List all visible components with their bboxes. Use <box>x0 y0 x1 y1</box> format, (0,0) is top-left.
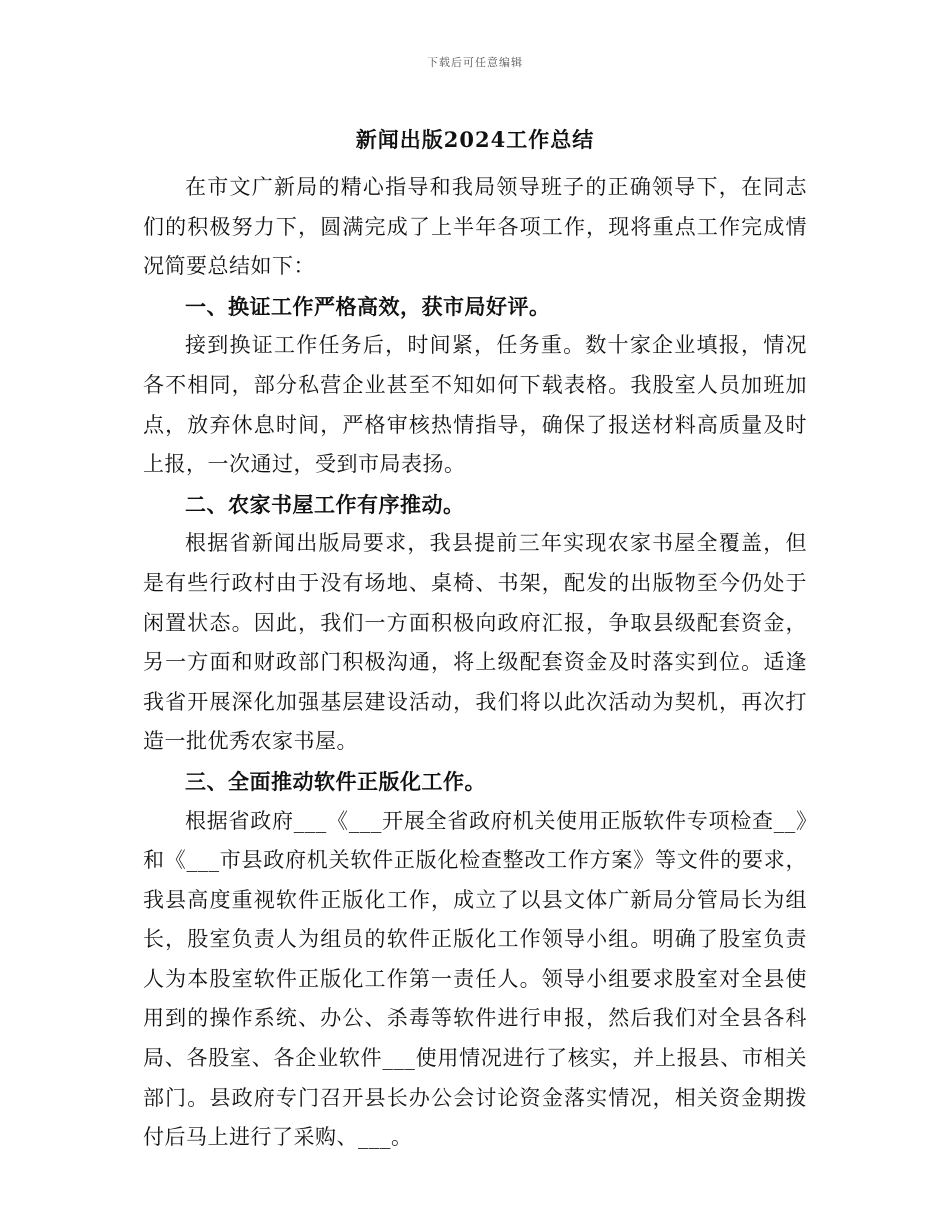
section-3-paragraph: 根据省政府___《___开展全省政府机关使用正版软件专项检查__》和《___市县政府机关软件正版化检查整改工作方案》等文件的要求，我县高度重视软件正版化工作，成立了以县文体广新局分管局长为组长，股室负责人为组员的软件正版化工作领导小组。明确了股室负责人为本股室软件正版化工作第一责任人。领导小组要求股室对全县使用到的操作系统、办公、杀毒等软件进行申报，然后我们对全县各科局、各股室、各企业软件___使用情况进行了核实，并上报县、市相关部门。县政府专门召开县长办公会讨论资金落实情况，相关资金期拨付后马上进行了采购、___。 <box>143 808 807 1150</box>
section-heading-1: 一、换证工作严格高效，获市局好评。 <box>185 293 551 319</box>
document-title: 新闻出版2024工作总结 <box>355 127 595 152</box>
page-header-note: 下载后可任意编辑 <box>427 56 523 69</box>
section-2-paragraph: 根据省新闻出版局要求，我县提前三年实现农家书屋全覆盖，但是有些行政村由于没有场地、桌椅、书架，配发的出版物至今仍处于闲置状态。因此，我们一方面积极向政府汇报，争取县级配套资金，另一方面和财政部门积极沟通，将上级配套资金及时落实到位。适逢我省开展深化加强基层建设活动，我们将以此次活动为契机，再次打造一批优秀农家书屋。 <box>143 531 807 754</box>
section-heading-2: 二、农家书屋工作有序推动。 <box>185 491 465 517</box>
section-1-paragraph: 接到换证工作任务后，时间紧，任务重。数十家企业填报，情况各不相同，部分私营企业甚至不知如何下载表格。我股室人员加班加点，放弃休息时间，严格审核热情指导，确保了报送材料高质量及时上报，一次通过，受到市局表扬。 <box>143 333 807 477</box>
document-body <box>143 168 807 1158</box>
intro-paragraph: 在市文广新局的精心指导和我局领导班子的正确领导下，在同志们的积极努力下，圆满完成了上半年各项工作，现将重点工作完成情况简要总结如下： <box>143 175 807 279</box>
section-heading-3: 三、全面推动软件正版化工作。 <box>185 768 486 794</box>
